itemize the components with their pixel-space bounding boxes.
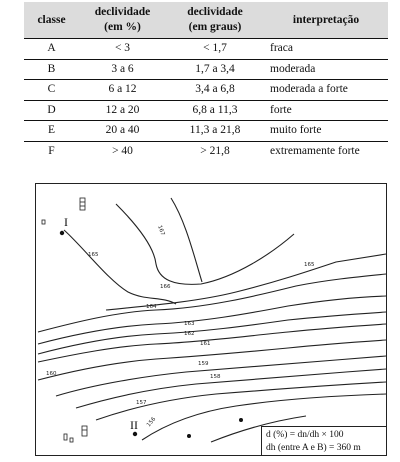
contour-line-163	[38, 296, 386, 344]
table-row	[24, 80, 388, 101]
cell-classe: B	[24, 59, 79, 80]
contour-line-164	[38, 274, 386, 332]
header-classe	[24, 2, 79, 39]
cell-degrees: 1,7 a 3,4	[166, 59, 264, 80]
cell-classe: F	[48, 144, 55, 157]
cell-classe: E	[24, 121, 79, 142]
header-declividade-graus-line1: declividade	[187, 6, 243, 18]
table-row	[24, 59, 388, 80]
cell-classe: D	[24, 100, 79, 121]
cell-percent: 3 a 6	[79, 59, 166, 80]
cell-classe: A	[24, 39, 79, 60]
contour-label: 159	[198, 361, 209, 367]
point-marker-I	[60, 231, 64, 235]
contour-label: 165	[88, 252, 99, 258]
cell-interpretation: fraca	[264, 39, 388, 60]
cell-percent: 6 a 12	[79, 80, 166, 101]
spot-marker	[239, 418, 243, 422]
table-row	[24, 121, 388, 142]
header-classe-text: classe	[37, 13, 66, 26]
contour-label: 157	[136, 400, 147, 406]
table-row	[24, 100, 388, 121]
cell-interpretation: muito forte	[264, 121, 388, 142]
cell-percent: 12 a 20	[79, 100, 166, 121]
cell-degrees: < 1,7	[166, 39, 264, 60]
table-row	[24, 141, 388, 161]
contour-line-165-north	[64, 230, 176, 304]
header-declividade-graus	[166, 2, 264, 39]
spot-marker	[187, 434, 191, 438]
contour-label: 166	[160, 284, 171, 290]
slope-classes-table	[24, 2, 388, 161]
cell-interpretation: moderada	[264, 59, 388, 80]
cell-interpretation: forte	[264, 100, 388, 121]
cell-degrees: 3,4 a 6,8	[166, 80, 264, 101]
cell-percent: < 3	[79, 39, 166, 60]
formula-line-slope: d (%) = dn/dh × 100	[266, 430, 344, 440]
formula-box	[261, 426, 387, 456]
contour-label: 158	[210, 374, 221, 380]
contour-label: 156	[145, 416, 158, 429]
cell-classe: C	[24, 80, 79, 101]
contour-line-158	[76, 369, 386, 408]
table-header-row	[24, 2, 388, 39]
contour-label: 162	[184, 331, 195, 337]
building-symbol-south	[64, 426, 87, 442]
contour-line-165-east	[106, 254, 386, 310]
header-declividade-percent-line2: (em %)	[104, 21, 141, 33]
contour-map-drawing	[36, 184, 387, 456]
contour-label: 167	[156, 224, 166, 237]
header-interpretacao-text: interpretação	[292, 13, 360, 26]
cell-percent: > 40	[112, 144, 133, 157]
header-interpretacao	[264, 2, 388, 39]
point-label-I: I	[64, 215, 68, 229]
cell-interpretation: extremamente forte	[270, 144, 360, 157]
cell-interpretation: moderada a forte	[264, 80, 388, 101]
formula-line-distance: dh (entre A e B) = 360 m	[266, 443, 361, 453]
contour-label: 164	[146, 304, 157, 310]
header-declividade-percent-line1: declividade	[94, 6, 151, 18]
contour-map	[35, 183, 387, 456]
cell-degrees: > 21,8	[200, 144, 230, 157]
table-row	[24, 39, 388, 60]
contour-label: 165	[304, 262, 315, 268]
header-declividade-percent	[79, 2, 166, 39]
contour-label: 163	[184, 321, 195, 327]
point-marker-II	[133, 432, 137, 436]
contour-line-166	[171, 198, 202, 282]
cell-degrees: 11,3 a 21,8	[166, 121, 264, 142]
point-label-II: II	[130, 418, 138, 432]
contour-line-167	[116, 204, 294, 284]
cell-degrees: 6,8 a 11,3	[166, 100, 264, 121]
contour-label: 161	[200, 341, 211, 347]
contour-label: 160	[46, 371, 57, 377]
cell-percent: 20 a 40	[79, 121, 166, 142]
header-declividade-graus-line2: (em graus)	[188, 21, 242, 33]
contour-line-159	[56, 356, 386, 396]
